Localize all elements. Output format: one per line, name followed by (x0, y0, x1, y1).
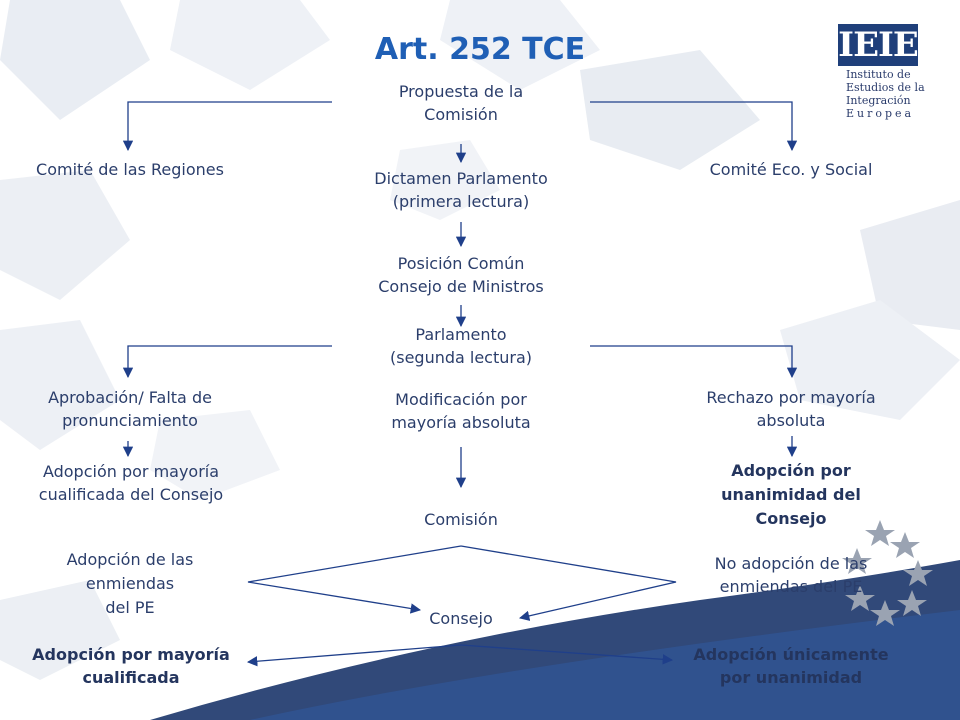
logo-line-3: Integración (846, 94, 911, 107)
node-comite-eco: Comité Eco. y Social (709, 160, 873, 179)
node-adopcion-cualificada: Adopción por mayoría cualificada del Consejo (38, 462, 224, 504)
node-final-unanimidad: Adopción únicamente por unanimidad (693, 645, 889, 687)
node-final-cualificada: Adopción por mayoría cualificada (32, 645, 230, 687)
logo-line-2: Estudios de la (846, 81, 925, 94)
logo-text (846, 68, 930, 120)
node-no-adopcion: No adopción de las enmiendas del PE (714, 554, 868, 596)
node-modificacion: Modificación por mayoría absoluta (391, 390, 531, 432)
ieie-logo (838, 24, 930, 134)
node-adopcion-enmiendas: Adopción de las enmiendas del PE (66, 550, 194, 617)
node-adopcion-unanimidad: Adopción por unanimidad del Consejo (721, 461, 861, 528)
node-consejo: Consejo (429, 609, 493, 628)
node-posicion: Posición Común Consejo de Ministros (378, 254, 544, 296)
node-propuesta: Propuesta de la Comisión (398, 82, 524, 124)
node-parlamento: Parlamento (segunda lectura) (389, 325, 533, 367)
node-comite-regiones: Comité de las Regiones (36, 160, 224, 179)
node-rechazo: Rechazo por mayoría absoluta (706, 388, 876, 430)
node-comision: Comisión (424, 510, 498, 529)
logo-line-4: Europea (846, 107, 915, 120)
logo-line-1: Instituto de (846, 68, 911, 81)
logo-acronym: IEIE (838, 25, 918, 65)
node-aprobacion: Aprobación/ Falta de pronunciamiento (48, 388, 212, 430)
node-dictamen: Dictamen Parlamento (primera lectura) (374, 169, 548, 211)
page-title: Art. 252 TCE (374, 32, 586, 67)
